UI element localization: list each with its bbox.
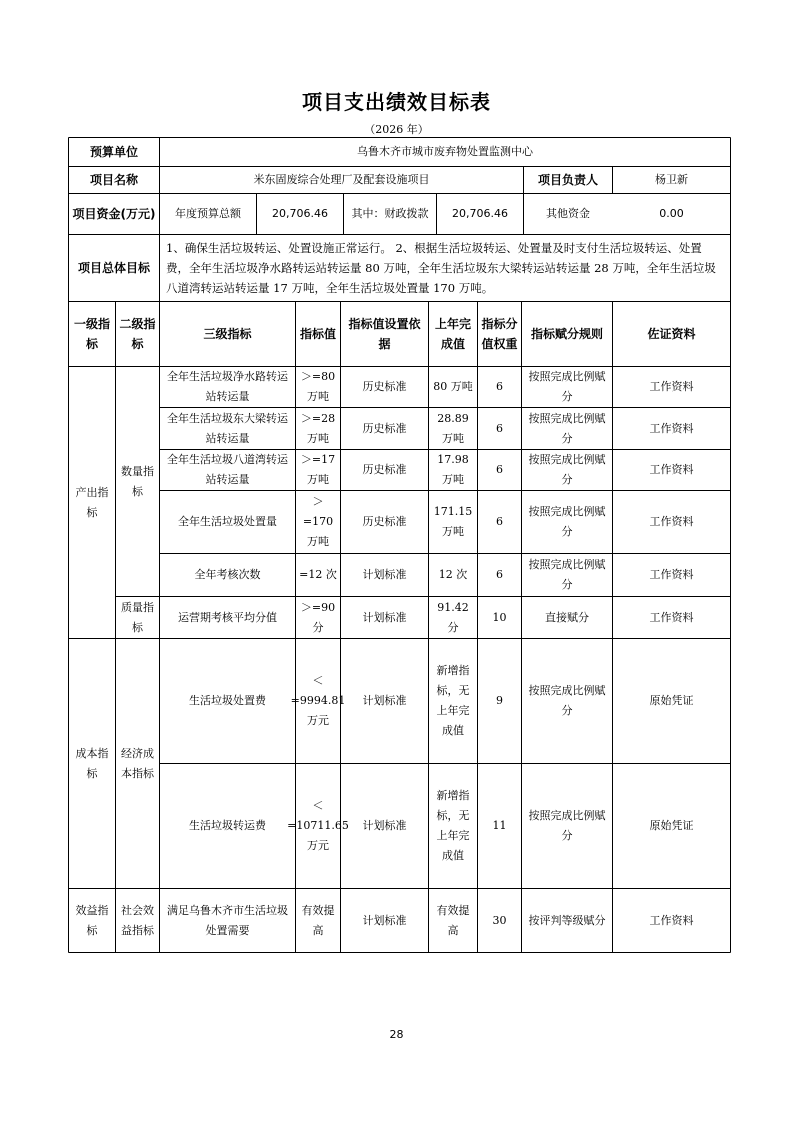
other-funds-value: 0.00 — [659, 207, 684, 220]
row-last-year: 新增指标，无上年完成值 — [436, 789, 470, 862]
group-economic-cost: 经济成本指标 — [121, 746, 154, 780]
row-name: 全年生活垃圾八道湾转运站转运量 — [167, 453, 288, 486]
year-label: （2026 年） — [364, 123, 429, 136]
group-cost: 成本指标 — [75, 746, 109, 780]
project-name-value: 米东固废综合处理厂及配套设施项目 — [253, 173, 430, 186]
row-evidence: 原始凭证 — [649, 819, 694, 832]
row-name: 生活垃圾处置费 — [189, 694, 266, 707]
row-rule: 直接赋分 — [545, 610, 589, 624]
row-last-year: 80 万吨 — [433, 380, 473, 393]
row-name: 生活垃圾转运费 — [189, 819, 266, 832]
row-rule: 按照完成比例赋分 — [528, 411, 606, 445]
row-rule: 按评判等级赋分 — [528, 913, 606, 927]
group-social-benefit: 社会效益指标 — [121, 903, 154, 937]
row-name: 全年生活垃圾东大梁转运站转运量 — [167, 411, 288, 445]
page-title: 项目支出绩效目标表 — [302, 90, 491, 114]
funds-label: 项目资金(万元) — [72, 207, 156, 221]
row-value: ＞=170万吨 — [302, 495, 334, 548]
row-evidence: 工作资料 — [649, 380, 694, 393]
goal-text: 1、确保生活垃圾转运、处置设施正常运行。 2、根据生活垃圾转运、处置量及时支付生活垃圾转运、处置费，全年生活垃圾净水路转运站转运量 80 万吨，全年生活垃圾东大梁转运站转运量 28 万吨，全年生活垃圾八道湾转运站转运量 17 万吨，全年生活垃圾处置量 170 万吨。 — [166, 241, 716, 295]
other-funds-label: 其他资金 — [546, 207, 590, 220]
row-value: 有效提高 — [301, 903, 335, 937]
group-quantity: 数量指标 — [121, 464, 154, 498]
row-basis: 计划标准 — [362, 610, 407, 624]
project-name-label: 项目名称 — [89, 173, 138, 187]
row-weight: 6 — [496, 463, 503, 476]
row-basis: 历史标准 — [362, 463, 407, 476]
row-basis: 计划标准 — [362, 913, 407, 927]
col-level3: 三级指标 — [203, 327, 252, 341]
row-last-year: 有效提高 — [436, 903, 470, 937]
budget-unit-label: 预算单位 — [89, 145, 138, 159]
row-value: ＞=17万吨 — [300, 453, 336, 486]
row-last-year: 12 次 — [438, 568, 468, 581]
row-rule: 按照完成比例赋分 — [528, 558, 606, 591]
row-last-year: 91.42 分 — [437, 600, 469, 634]
row-value: ＞=80万吨 — [300, 370, 336, 403]
col-weight: 指标分值权重 — [481, 317, 518, 351]
page-number: 28 — [389, 1028, 404, 1041]
row-name: 满足乌鲁木齐市生活垃圾处置需要 — [167, 903, 288, 937]
row-evidence: 工作资料 — [649, 913, 694, 927]
col-rule: 指标赋分规则 — [530, 327, 603, 341]
fiscal-value: 20,706.46 — [452, 207, 508, 220]
row-basis: 计划标准 — [362, 819, 407, 832]
row-value: ＜=10711.65万元 — [287, 799, 349, 852]
group-benefit: 效益指标 — [75, 903, 109, 937]
owner-value: 杨卫新 — [655, 173, 688, 186]
row-weight: 6 — [496, 568, 503, 581]
row-last-year: 28.89 万吨 — [437, 411, 469, 445]
goal-label: 项目总体目标 — [77, 261, 150, 275]
row-value: ＞=90分 — [300, 600, 336, 634]
row-basis: 历史标准 — [362, 380, 407, 393]
row-value: ＜=9994.81万元 — [290, 674, 346, 727]
row-name: 运营期考核平均分值 — [178, 610, 277, 624]
row-last-year: 新增指标，无上年完成值 — [436, 664, 470, 737]
annual-budget-label: 年度预算总额 — [175, 207, 241, 220]
row-evidence: 工作资料 — [649, 610, 694, 624]
row-weight: 6 — [496, 421, 503, 435]
row-evidence: 工作资料 — [649, 568, 694, 581]
col-value: 指标值 — [299, 327, 336, 341]
col-level1: 一级指标 — [73, 317, 110, 351]
row-rule: 按照完成比例赋分 — [528, 684, 606, 717]
row-value: ＞=28万吨 — [300, 411, 336, 445]
col-evidence: 佐证资料 — [647, 327, 696, 341]
row-rule: 按照完成比例赋分 — [528, 809, 606, 842]
row-weight: 10 — [492, 610, 507, 624]
row-evidence: 工作资料 — [649, 421, 694, 435]
row-name: 全年生活垃圾处置量 — [178, 515, 277, 528]
row-name: 全年生活垃圾净水路转运站转运量 — [167, 370, 288, 403]
owner-label: 项目负责人 — [537, 173, 598, 187]
row-rule: 按照完成比例赋分 — [528, 453, 606, 486]
group-output: 产出指标 — [75, 485, 109, 519]
row-basis: 历史标准 — [362, 421, 407, 435]
annual-budget-value: 20,706.46 — [272, 207, 328, 220]
col-last-year: 上年完成值 — [434, 317, 471, 351]
row-evidence: 原始凭证 — [649, 694, 694, 707]
row-weight: 6 — [496, 380, 503, 393]
row-basis: 计划标准 — [362, 568, 407, 581]
row-rule: 按照完成比例赋分 — [528, 505, 606, 538]
row-weight: 6 — [496, 515, 503, 528]
budget-unit-value: 乌鲁木齐市城市废弃物处置监测中心 — [357, 145, 533, 158]
row-evidence: 工作资料 — [649, 463, 694, 476]
group-quality: 质量指标 — [121, 600, 154, 634]
row-last-year: 171.15 万吨 — [433, 505, 473, 538]
row-weight: 30 — [492, 913, 507, 927]
row-basis: 计划标准 — [362, 694, 407, 707]
row-weight: 9 — [496, 694, 503, 707]
row-name: 全年考核次数 — [194, 568, 261, 581]
row-basis: 历史标准 — [362, 515, 407, 528]
col-level2: 二级指标 — [119, 317, 156, 351]
row-weight: 11 — [492, 819, 507, 832]
row-evidence: 工作资料 — [649, 515, 694, 528]
fiscal-label: 其中：财政拨款 — [351, 207, 429, 220]
row-last-year: 17.98 万吨 — [437, 453, 469, 486]
row-rule: 按照完成比例赋分 — [528, 370, 606, 403]
col-basis: 指标值设置依据 — [348, 317, 421, 351]
row-value: =12 次 — [299, 568, 337, 581]
